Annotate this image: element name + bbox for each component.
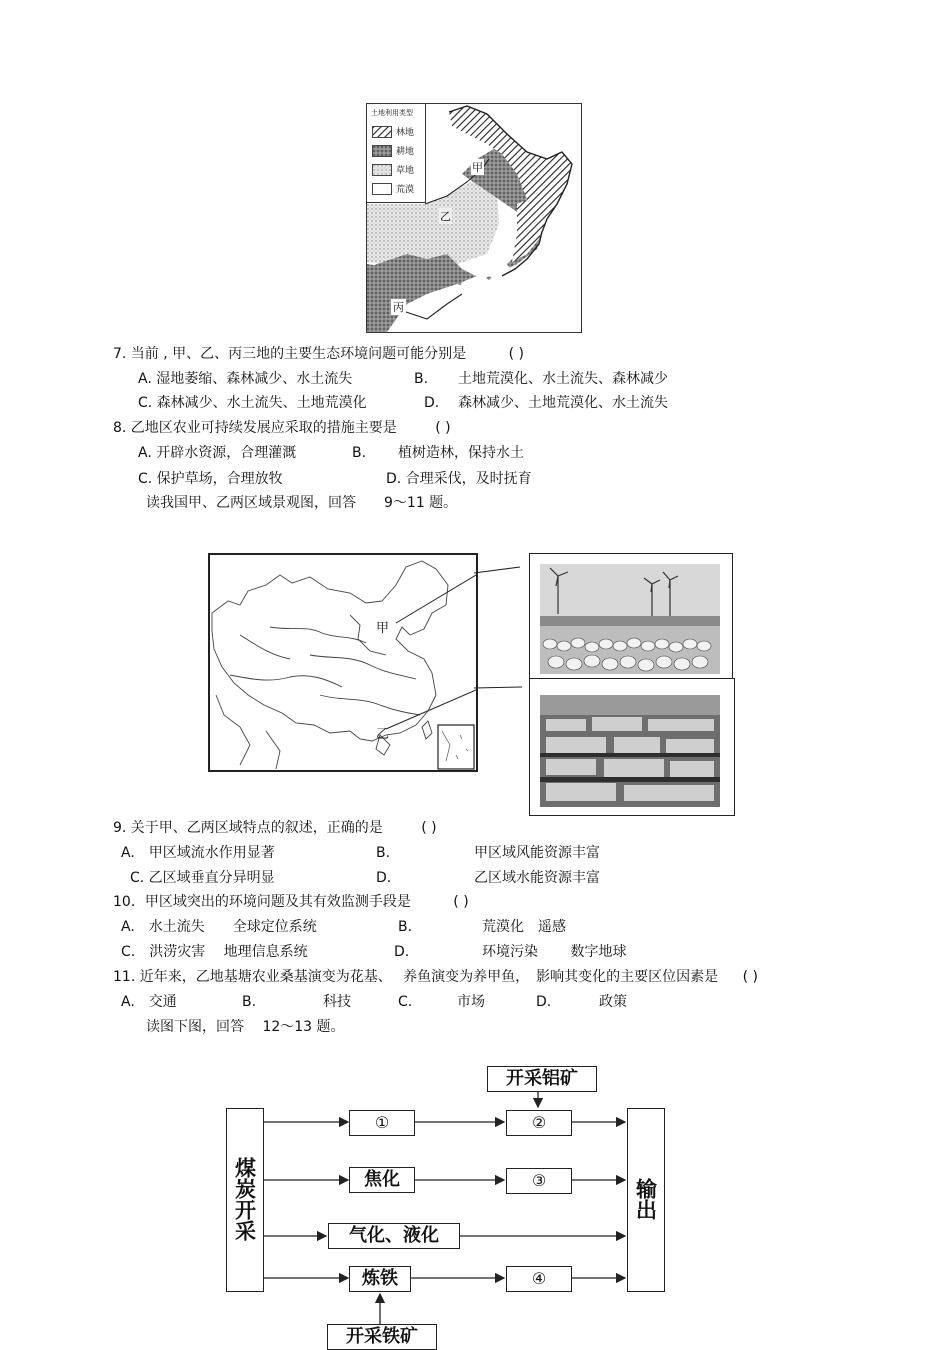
forest-swatch xyxy=(372,126,392,138)
q11-option-b: 科技 xyxy=(323,994,351,1010)
photo-fish-ponds xyxy=(529,678,735,816)
legend-label: 林地 xyxy=(396,128,415,138)
legend-title: 土地利用类型 xyxy=(371,109,413,117)
china-map xyxy=(208,553,478,772)
q11-stem-text: 11. 近年来，乙地基塘农业桑基演变为花基、 养鱼演变为养甲鱼， 影响其变化的主要区位因素是 xyxy=(113,969,719,985)
export-label: 输出 xyxy=(633,1178,659,1220)
q10-option-b-letter: B. xyxy=(398,919,413,935)
blank-box-2: ② xyxy=(506,1110,572,1136)
q9-option-d-letter: D. xyxy=(376,870,392,886)
land-use-map xyxy=(366,103,582,333)
coal-mining-box xyxy=(226,1108,264,1292)
legend-label: 耕地 xyxy=(396,147,415,157)
q9-option-d: 乙区域水能资源丰富 xyxy=(474,870,600,886)
flowchart-arrows xyxy=(220,1060,680,1346)
fish-ponds-illustration xyxy=(530,679,734,815)
q7-answer-blank: ( ) xyxy=(508,346,524,362)
intro-9-11: 读我国甲、乙两区域景观图，回答 9～11 题。 xyxy=(146,495,458,511)
export-box xyxy=(627,1108,665,1292)
q10-option-c: C. 洪涝灾害 地理信息系统 xyxy=(121,944,308,960)
map-label-bing: 丙 xyxy=(393,301,404,314)
ironmaking-box: 炼铁 xyxy=(349,1266,411,1292)
q10-option-d: 环境污染 数字地球 xyxy=(482,944,627,960)
q8-option-b: 植树造林，保持水土 xyxy=(398,445,524,461)
q10-option-a: A. 水土流失 全球定位系统 xyxy=(121,919,317,935)
q7-stem xyxy=(113,345,524,363)
legend-item-grassland xyxy=(372,162,422,176)
iron-mining-box: 开采铁矿 xyxy=(327,1324,437,1350)
q7-option-a: A. 湿地萎缩、森林减少、水土流失 xyxy=(138,371,353,387)
map2-label-jia: 甲 xyxy=(376,621,390,636)
q11-answer-blank: ( ) xyxy=(742,969,758,985)
q10-option-d-letter: D. xyxy=(394,944,410,960)
q10-answer-blank: ( ) xyxy=(453,894,469,910)
photo-wind-farm-sheep xyxy=(529,553,733,685)
q10-stem xyxy=(113,893,469,911)
q7-option-c: C. 森林减少、水土流失、土地荒漠化 xyxy=(138,395,367,411)
q8-answer-blank: ( ) xyxy=(435,420,451,436)
q7-stem-text: 7. 当前 , 甲、乙、丙三地的主要生态环境问题可能分别是 xyxy=(113,346,467,362)
q8-stem xyxy=(113,419,451,437)
intro-12-13: 读图下图，回答 12～13 题。 xyxy=(146,1019,345,1035)
china-outline xyxy=(210,555,476,770)
q11-option-b-letter: B. xyxy=(242,994,257,1010)
cropland-swatch xyxy=(372,145,392,157)
legend-label: 荒漠 xyxy=(396,185,415,195)
desert-swatch xyxy=(372,183,392,195)
coking-box: 焦化 xyxy=(349,1167,415,1193)
map-label-jia: 甲 xyxy=(472,161,483,174)
q11-stem xyxy=(113,968,758,986)
aluminum-mining-box: 开采铝矿 xyxy=(487,1066,597,1092)
blank-box-1: ① xyxy=(349,1110,415,1136)
legend-item-desert xyxy=(372,181,422,195)
grassland-swatch xyxy=(372,164,392,176)
q9-option-b-letter: B. xyxy=(376,845,391,861)
coal-mining-label: 煤炭开采 xyxy=(232,1157,258,1241)
q8-option-a: A. 开辟水资源，合理灌溉 xyxy=(138,445,297,461)
q8-stem-text: 8. 乙地区农业可持续发展应采取的措施主要是 xyxy=(113,420,397,436)
q7-option-d: 森林减少、土地荒漠化、水土流失 xyxy=(458,395,668,411)
q9-option-b: 甲区域风能资源丰富 xyxy=(474,845,600,861)
q11-option-d: 政策 xyxy=(599,994,627,1010)
q8-option-c: C. 保护草场，合理放牧 xyxy=(138,471,283,487)
map-legend xyxy=(367,104,426,203)
q9-stem xyxy=(113,819,437,837)
gasification-liquefaction-box: 气化、液化 xyxy=(328,1223,460,1249)
legend-item-cropland xyxy=(372,143,422,157)
leader-lines xyxy=(474,553,534,713)
map-label-yi: 乙 xyxy=(440,210,451,223)
q11-option-c-letter: C. xyxy=(398,994,413,1010)
q10-option-b: 荒漠化 遥感 xyxy=(482,919,566,935)
blank-box-4: ④ xyxy=(506,1266,572,1292)
wind-farm-illustration xyxy=(530,554,732,684)
q11-option-d-letter: D. xyxy=(536,994,552,1010)
blank-box-3: ③ xyxy=(506,1168,572,1194)
q9-option-c: C. 乙区域垂直分异明显 xyxy=(130,870,275,886)
q7-option-b: 土地荒漠化、水土流失、森林减少 xyxy=(458,371,668,387)
legend-label: 草地 xyxy=(396,166,415,176)
q9-option-a: A. 甲区域流水作用显著 xyxy=(121,845,275,861)
q10-stem-text: 10．甲区域突出的环境问题及其有效监测手段是 xyxy=(113,894,411,910)
q11-option-a: A. 交通 xyxy=(121,994,177,1010)
q11-option-c: 市场 xyxy=(457,994,485,1010)
q8-option-b-letter: B. xyxy=(352,445,367,461)
q9-stem-text: 9. 关于甲、乙两区域特点的叙述，正确的是 xyxy=(113,820,383,836)
q7-option-b-letter: B. xyxy=(414,371,429,387)
q7-option-d-letter: D. xyxy=(424,395,440,411)
q9-answer-blank: ( ) xyxy=(421,820,437,836)
q8-option-d: D. 合理采伐，及时抚育 xyxy=(386,471,532,487)
map2-label-yi: 乙 xyxy=(376,727,390,742)
legend-item-forest xyxy=(372,124,422,138)
